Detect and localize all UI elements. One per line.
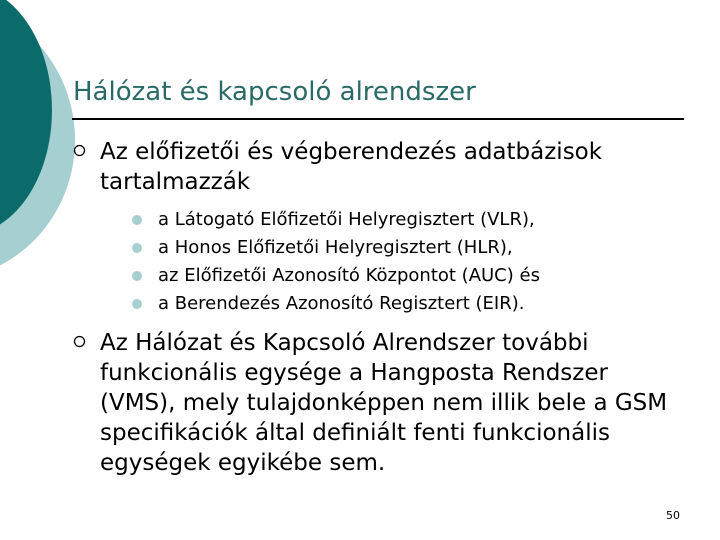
sub-bullet-list xyxy=(100,206,672,318)
bullet-text: Az Hálózat és Kapcsoló Alrendszer további funkcionális egysége a Hangposta Rendszer (VMS), mely tulajdonképpen nem illik bele a GSM specifikációk által definiált fenti funkcionális egységek egyikébe sem. xyxy=(100,330,668,476)
dot-bullet-icon xyxy=(132,271,142,281)
slide-content xyxy=(72,137,672,478)
ring-bullet-icon xyxy=(72,143,87,158)
ring-bullet-icon xyxy=(72,334,87,349)
bullet-item xyxy=(72,137,672,318)
slide-title: Hálózat és kapcsoló alrendszer xyxy=(73,77,476,107)
dot-bullet-icon xyxy=(132,299,142,309)
title-underline xyxy=(72,118,684,120)
sub-bullet-item xyxy=(132,234,672,262)
bullet-text: Az előfizetői és végberendezés adatbázisok tartalmazzák xyxy=(100,139,603,195)
sub-bullet-text: az Előfizetői Azonosító Központot (AUC) és xyxy=(158,265,540,286)
sub-bullet-item xyxy=(132,290,672,318)
sub-bullet-text: a Látogató Előfizetői Helyregisztert (VLR), xyxy=(158,209,535,230)
page-number: 50 xyxy=(666,509,680,522)
dot-bullet-icon xyxy=(132,243,142,253)
sub-bullet-text: a Honos Előfizetői Helyregisztert (HLR), xyxy=(158,237,513,258)
teal-arc-decoration xyxy=(0,0,80,290)
bullet-item xyxy=(72,328,672,478)
dot-bullet-icon xyxy=(132,215,142,225)
sub-bullet-item xyxy=(132,206,672,234)
sub-bullet-text: a Berendezés Azonosító Regisztert (EIR). xyxy=(158,293,525,314)
sub-bullet-item xyxy=(132,262,672,290)
